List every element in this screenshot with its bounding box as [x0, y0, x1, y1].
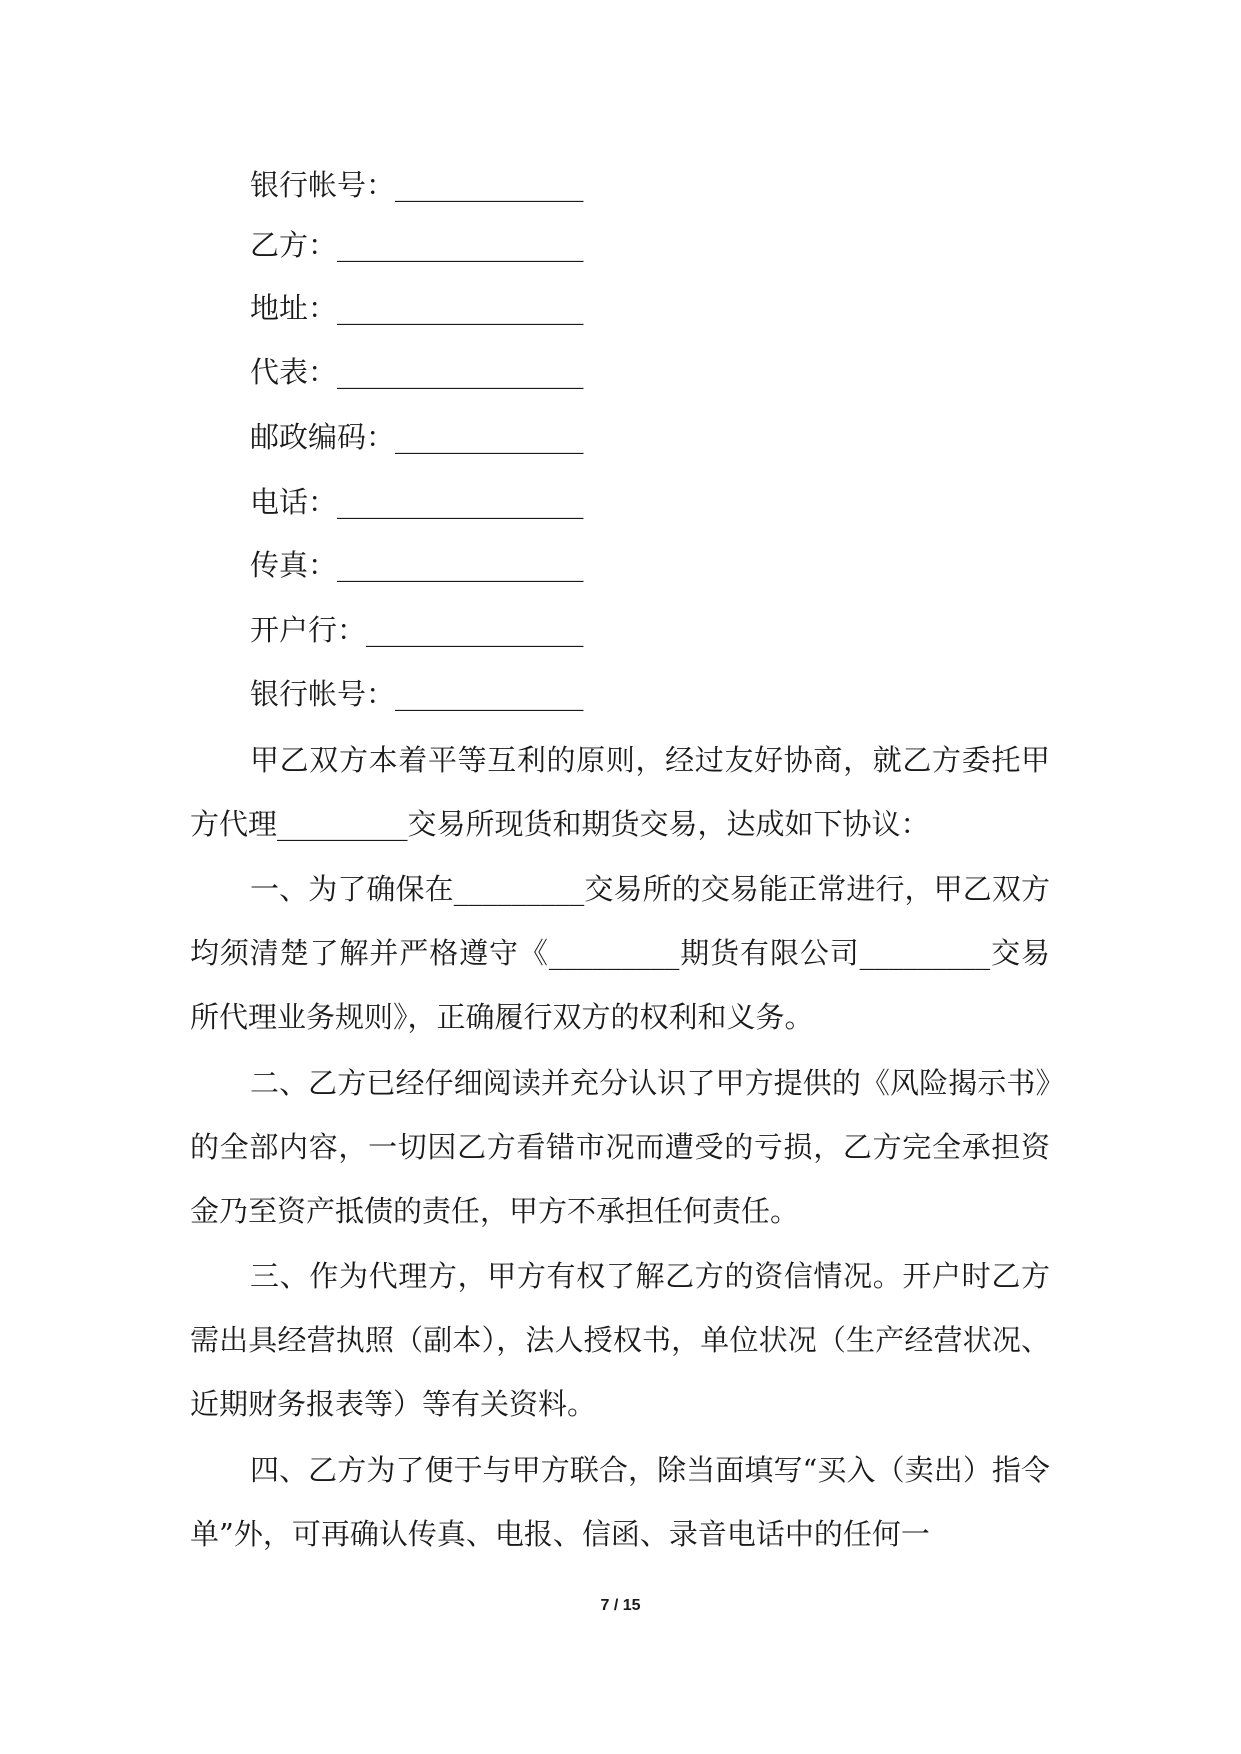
field-blank: _________________ — [337, 355, 584, 389]
paragraph-clause-3: 三、作为代理方，甲方有权了解乙方的资信情况。开户时乙方需出具经营执照（副本），法人授权书，单位状况（生产经营状况、近期财务报表等）等有关资料。 — [190, 1259, 1050, 1421]
field-blank: _________________ — [337, 485, 584, 519]
paragraph-clause-2: 二、乙方已经仔细阅读并充分认识了甲方提供的《风险揭示书》的全部内容，一切因乙方看错市况而遭受的亏损，乙方完全承担资金乃至资产抵债的责任，甲方不承担任何责任。 — [190, 1066, 1050, 1228]
field-postal-code — [250, 419, 584, 455]
field-address — [250, 290, 584, 326]
field-blank: _________________ — [337, 548, 584, 582]
field-phone — [250, 484, 584, 520]
field-blank: _____________ — [395, 420, 584, 454]
field-label: 乙方： — [250, 228, 338, 262]
field-bank-account-1 — [250, 167, 584, 203]
field-label: 电话： — [250, 485, 338, 519]
field-blank: _________________ — [337, 291, 584, 325]
field-label: 银行帐号： — [250, 677, 396, 711]
field-blank: _______________ — [366, 613, 584, 647]
paragraph-preamble: 甲乙双方本着平等互利的原则，经过友好协商，就乙方委托甲方代理_________交易所现货和期货交易，达成如下协议： — [190, 743, 1050, 841]
field-label: 银行帐号： — [250, 168, 396, 202]
field-blank: _____________ — [395, 677, 584, 711]
field-opening-bank — [250, 612, 584, 648]
field-label: 传真： — [250, 548, 338, 582]
field-label: 邮政编码： — [250, 420, 396, 454]
field-blank: _____________ — [395, 168, 584, 202]
field-party-b — [250, 227, 584, 263]
field-representative — [250, 354, 584, 390]
field-label: 开户行： — [250, 613, 367, 647]
field-label: 地址： — [250, 291, 338, 325]
field-bank-account-2 — [250, 676, 584, 712]
field-label: 代表： — [250, 355, 338, 389]
page-number: 7 / 15 — [600, 1597, 641, 1614]
field-fax — [250, 547, 584, 583]
field-blank: _________________ — [337, 228, 584, 262]
paragraph-clause-4: 四、乙方为了便于与甲方联合，除当面填写“买入（卖出）指令单”外，可再确认传真、电报、信函、录音电话中的任何一 — [190, 1453, 1050, 1551]
paragraph-clause-1: 一、为了确保在_________交易所的交易能正常进行，甲乙双方均须清楚了解并严格遵守《_________期货有限公司_________交易所代理业务规则》，正确履行双方的权利和义务。 — [190, 872, 1050, 1034]
